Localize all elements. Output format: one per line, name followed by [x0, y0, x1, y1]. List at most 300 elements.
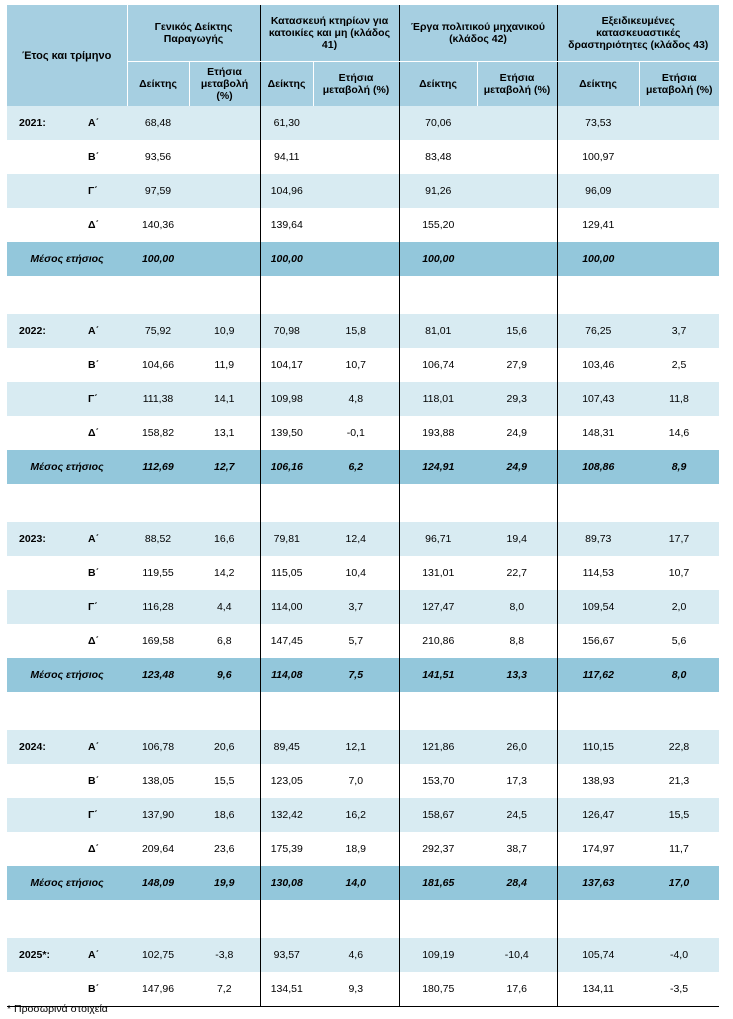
index-value-cell: 126,47: [557, 798, 639, 832]
annual-change-cell: [477, 174, 557, 208]
index-value-cell: 137,90: [127, 798, 189, 832]
index-value-cell: 147,45: [260, 624, 313, 658]
annual-change-cell: 11,7: [639, 832, 719, 866]
annual-change-cell: 4,4: [189, 590, 260, 624]
index-value-cell: 116,28: [127, 590, 189, 624]
index-value-cell: 132,42: [260, 798, 313, 832]
index-value-cell: 108,86: [557, 450, 639, 484]
index-value-cell: 104,17: [260, 348, 313, 382]
row-label: [7, 174, 127, 208]
annual-change-cell: 24,9: [477, 416, 557, 450]
annual-change-cell: 8,0: [477, 590, 557, 624]
index-value-cell: 115,05: [260, 556, 313, 590]
year-label: 2025*:: [19, 949, 50, 961]
annual-change-header: Ετήσια μεταβολή (%): [313, 62, 399, 107]
annual-change-cell: [313, 242, 399, 276]
footnote: * Προσωρινά στοιχεία: [7, 1003, 108, 1015]
index-value-cell: 112,69: [127, 450, 189, 484]
annual-change-cell: 28,4: [477, 866, 557, 900]
annual-change-cell: 22,7: [477, 556, 557, 590]
annual-change-cell: 3,7: [313, 590, 399, 624]
annual-average-row: [7, 450, 719, 484]
quarter-row: [7, 556, 719, 590]
annual-change-cell: 9,6: [189, 658, 260, 692]
index-value-cell: 193,88: [399, 416, 477, 450]
annual-change-cell: 2,5: [639, 348, 719, 382]
index-value-cell: 111,38: [127, 382, 189, 416]
annual-change-cell: 9,3: [313, 972, 399, 1007]
spacer-cell: [260, 900, 313, 938]
quarter-row: [7, 140, 719, 174]
annual-change-cell: 3,7: [639, 314, 719, 348]
index-value-cell: 100,00: [127, 242, 189, 276]
table-header: [7, 5, 719, 106]
index-value-cell: 70,06: [399, 106, 477, 140]
annual-average-label: Μέσος ετήσιος: [7, 866, 127, 900]
annual-change-cell: 16,2: [313, 798, 399, 832]
index-value-cell: 181,65: [399, 866, 477, 900]
annual-change-cell: [189, 208, 260, 242]
annual-change-cell: 11,8: [639, 382, 719, 416]
annual-change-cell: 21,3: [639, 764, 719, 798]
spacer-cell: [189, 484, 260, 522]
annual-change-cell: [313, 106, 399, 140]
row-label: [7, 590, 127, 624]
index-value-cell: 169,58: [127, 624, 189, 658]
annual-change-cell: 4,8: [313, 382, 399, 416]
quarter-label: Δ΄: [88, 843, 100, 855]
index-value-cell: 89,45: [260, 730, 313, 764]
annual-change-header: Ετήσια μεταβολή (%): [477, 62, 557, 107]
index-value-cell: 110,15: [557, 730, 639, 764]
year-quarter-header: Έτος και τρίμηνο: [7, 5, 127, 106]
annual-change-cell: 23,6: [189, 832, 260, 866]
spacer-cell: [260, 276, 313, 314]
annual-change-cell: [189, 106, 260, 140]
annual-change-cell: 13,3: [477, 658, 557, 692]
quarter-row: [7, 832, 719, 866]
index-value-cell: 96,71: [399, 522, 477, 556]
quarter-row: [7, 972, 719, 1007]
index-value-cell: 209,64: [127, 832, 189, 866]
index-value-cell: 70,98: [260, 314, 313, 348]
annual-change-cell: 14,1: [189, 382, 260, 416]
index-value-cell: 138,93: [557, 764, 639, 798]
index-value-cell: 94,11: [260, 140, 313, 174]
index-value-cell: 106,78: [127, 730, 189, 764]
quarter-row: [7, 382, 719, 416]
index-value-cell: 79,81: [260, 522, 313, 556]
annual-change-cell: 6,8: [189, 624, 260, 658]
annual-change-cell: -4,0: [639, 938, 719, 972]
spacer-cell: [189, 276, 260, 314]
index-value-cell: 93,56: [127, 140, 189, 174]
index-value-cell: 153,70: [399, 764, 477, 798]
spacer-cell: [399, 692, 477, 730]
spacer-cell: [7, 692, 127, 730]
row-label: [7, 314, 127, 348]
annual-change-cell: 12,7: [189, 450, 260, 484]
index-value-cell: 61,30: [260, 106, 313, 140]
index-value-cell: 96,09: [557, 174, 639, 208]
index-value-cell: 139,64: [260, 208, 313, 242]
index-value-cell: 148,31: [557, 416, 639, 450]
annual-change-cell: 2,0: [639, 590, 719, 624]
index-value-cell: 88,52: [127, 522, 189, 556]
annual-change-cell: 10,7: [313, 348, 399, 382]
quarter-label: Γ΄: [88, 809, 98, 821]
index-value-cell: 100,00: [557, 242, 639, 276]
index-value-cell: 119,55: [127, 556, 189, 590]
annual-change-cell: 11,9: [189, 348, 260, 382]
quarter-label: Α΄: [88, 533, 100, 545]
index-value-cell: 158,67: [399, 798, 477, 832]
index-value-cell: 131,01: [399, 556, 477, 590]
annual-change-cell: 38,7: [477, 832, 557, 866]
quarter-row: [7, 764, 719, 798]
quarter-label: Α΄: [88, 325, 100, 337]
index-value-cell: 137,63: [557, 866, 639, 900]
annual-change-cell: 14,0: [313, 866, 399, 900]
spacer-cell: [313, 276, 399, 314]
index-value-cell: 123,05: [260, 764, 313, 798]
annual-change-cell: [639, 174, 719, 208]
index-value-cell: 104,96: [260, 174, 313, 208]
index-value-cell: 141,51: [399, 658, 477, 692]
index-value-cell: 148,09: [127, 866, 189, 900]
spacer-cell: [127, 692, 189, 730]
quarter-label: Γ΄: [88, 393, 98, 405]
index-value-cell: 139,50: [260, 416, 313, 450]
quarter-row: [7, 590, 719, 624]
index-value-cell: 127,47: [399, 590, 477, 624]
annual-change-cell: [189, 242, 260, 276]
quarter-row: [7, 208, 719, 242]
spacer-cell: [477, 692, 557, 730]
quarter-row: [7, 314, 719, 348]
quarter-label: Γ΄: [88, 601, 98, 613]
index-value-cell: 89,73: [557, 522, 639, 556]
row-label: [7, 522, 127, 556]
index-value-cell: 210,86: [399, 624, 477, 658]
index-value-cell: 140,36: [127, 208, 189, 242]
annual-change-cell: [477, 140, 557, 174]
row-label: [7, 556, 127, 590]
spacer-cell: [557, 692, 639, 730]
annual-change-cell: 22,8: [639, 730, 719, 764]
annual-change-cell: 19,4: [477, 522, 557, 556]
spacer-cell: [399, 276, 477, 314]
annual-change-cell: 8,0: [639, 658, 719, 692]
row-label: [7, 382, 127, 416]
year-label: 2021:: [19, 117, 46, 129]
index-value-cell: 100,00: [399, 242, 477, 276]
quarter-label: Α΄: [88, 117, 100, 129]
annual-change-cell: 14,2: [189, 556, 260, 590]
annual-change-cell: -0,1: [313, 416, 399, 450]
quarter-row: [7, 522, 719, 556]
spacer-cell: [127, 484, 189, 522]
index-value-cell: 114,00: [260, 590, 313, 624]
spacer-cell: [313, 692, 399, 730]
annual-change-cell: 7,0: [313, 764, 399, 798]
index-value-cell: 117,62: [557, 658, 639, 692]
annual-change-cell: 19,9: [189, 866, 260, 900]
annual-change-header: Ετήσια μεταβολή (%): [639, 62, 719, 107]
quarter-label: Β΄: [88, 983, 100, 995]
annual-average-row: [7, 658, 719, 692]
annual-change-cell: 10,4: [313, 556, 399, 590]
annual-change-cell: -3,5: [639, 972, 719, 1007]
row-label: [7, 624, 127, 658]
annual-change-cell: [639, 242, 719, 276]
annual-change-cell: 20,6: [189, 730, 260, 764]
index-value-cell: 130,08: [260, 866, 313, 900]
annual-average-label: Μέσος ετήσιος: [7, 658, 127, 692]
row-label: [7, 938, 127, 972]
annual-change-cell: 17,3: [477, 764, 557, 798]
quarter-row: [7, 106, 719, 140]
index-value-cell: 83,48: [399, 140, 477, 174]
quarter-row: [7, 624, 719, 658]
annual-change-cell: [639, 140, 719, 174]
spacer-row: [7, 276, 719, 314]
spacer-cell: [260, 692, 313, 730]
annual-change-cell: [189, 140, 260, 174]
spacer-cell: [7, 276, 127, 314]
index-value-cell: 123,48: [127, 658, 189, 692]
annual-average-label: Μέσος ετήσιος: [7, 242, 127, 276]
year-label: 2022:: [19, 325, 46, 337]
index-value-cell: 129,41: [557, 208, 639, 242]
annual-change-cell: 24,9: [477, 450, 557, 484]
spacer-cell: [639, 692, 719, 730]
index-value-cell: 114,53: [557, 556, 639, 590]
quarter-label: Α΄: [88, 949, 100, 961]
annual-change-cell: [189, 174, 260, 208]
row-label: [7, 208, 127, 242]
spacer-cell: [7, 900, 127, 938]
index-value-cell: 91,26: [399, 174, 477, 208]
annual-change-cell: [477, 208, 557, 242]
spacer-row: [7, 692, 719, 730]
annual-change-cell: [313, 174, 399, 208]
row-label: [7, 832, 127, 866]
annual-change-cell: [639, 208, 719, 242]
row-label: [7, 972, 127, 1007]
index-value-cell: 134,51: [260, 972, 313, 1007]
row-label: [7, 348, 127, 382]
index-value-cell: 100,00: [260, 242, 313, 276]
spacer-cell: [639, 276, 719, 314]
index-value-cell: 121,86: [399, 730, 477, 764]
quarter-row: [7, 938, 719, 972]
annual-change-cell: 10,9: [189, 314, 260, 348]
spacer-row: [7, 900, 719, 938]
annual-change-cell: 14,6: [639, 416, 719, 450]
annual-change-cell: -10,4: [477, 938, 557, 972]
quarter-label: Β΄: [88, 567, 100, 579]
spacer-cell: [477, 900, 557, 938]
quarter-label: Γ΄: [88, 185, 98, 197]
annual-change-cell: 15,8: [313, 314, 399, 348]
index-value-cell: 75,92: [127, 314, 189, 348]
spacer-cell: [313, 484, 399, 522]
index-value-cell: 174,97: [557, 832, 639, 866]
annual-average-row: [7, 242, 719, 276]
row-label: [7, 764, 127, 798]
quarter-label: Α΄: [88, 741, 100, 753]
annual-change-cell: 27,9: [477, 348, 557, 382]
index-header: Δείκτης: [557, 62, 639, 107]
index-value-cell: 109,54: [557, 590, 639, 624]
annual-change-cell: 8,9: [639, 450, 719, 484]
index-value-cell: 93,57: [260, 938, 313, 972]
quarter-label: Β΄: [88, 151, 100, 163]
quarter-label: Β΄: [88, 359, 100, 371]
annual-change-cell: 8,8: [477, 624, 557, 658]
row-label: [7, 106, 127, 140]
spacer-cell: [127, 276, 189, 314]
spacer-cell: [477, 276, 557, 314]
annual-change-cell: 7,5: [313, 658, 399, 692]
annual-change-cell: 29,3: [477, 382, 557, 416]
spacer-cell: [260, 484, 313, 522]
index-value-cell: 292,37: [399, 832, 477, 866]
index-value-cell: 76,25: [557, 314, 639, 348]
index-value-cell: 97,59: [127, 174, 189, 208]
index-value-cell: 118,01: [399, 382, 477, 416]
annual-average-row: [7, 866, 719, 900]
year-label: 2023:: [19, 533, 46, 545]
spacer-cell: [399, 484, 477, 522]
row-label: [7, 416, 127, 450]
spacer-row: [7, 484, 719, 522]
index-value-cell: 106,74: [399, 348, 477, 382]
spacer-cell: [477, 484, 557, 522]
index-value-cell: 175,39: [260, 832, 313, 866]
quarter-label: Δ΄: [88, 635, 100, 647]
group-header-buildings: Κατασκευή κτηρίων για κατοικίες και μη (κλάδος 41): [260, 5, 399, 62]
annual-change-cell: [639, 106, 719, 140]
annual-change-cell: 18,9: [313, 832, 399, 866]
index-value-cell: 73,53: [557, 106, 639, 140]
annual-change-cell: 7,2: [189, 972, 260, 1007]
annual-change-cell: 15,5: [639, 798, 719, 832]
annual-change-cell: 5,7: [313, 624, 399, 658]
index-value-cell: 180,75: [399, 972, 477, 1007]
spacer-cell: [189, 692, 260, 730]
annual-change-cell: 10,7: [639, 556, 719, 590]
row-label: [7, 798, 127, 832]
index-value-cell: 114,08: [260, 658, 313, 692]
index-value-cell: 138,05: [127, 764, 189, 798]
annual-change-cell: 17,6: [477, 972, 557, 1007]
annual-change-cell: 5,6: [639, 624, 719, 658]
annual-change-cell: 26,0: [477, 730, 557, 764]
index-value-cell: 155,20: [399, 208, 477, 242]
index-value-cell: 156,67: [557, 624, 639, 658]
spacer-cell: [189, 900, 260, 938]
annual-change-cell: 16,6: [189, 522, 260, 556]
index-value-cell: 109,19: [399, 938, 477, 972]
index-value-cell: 124,91: [399, 450, 477, 484]
annual-change-cell: 4,6: [313, 938, 399, 972]
annual-change-cell: 17,0: [639, 866, 719, 900]
index-value-cell: 103,46: [557, 348, 639, 382]
index-value-cell: 68,48: [127, 106, 189, 140]
index-value-cell: 107,43: [557, 382, 639, 416]
annual-change-header: Ετήσια μεταβολή (%): [189, 62, 260, 107]
spacer-cell: [7, 484, 127, 522]
annual-change-cell: 17,7: [639, 522, 719, 556]
annual-change-cell: 13,1: [189, 416, 260, 450]
spacer-cell: [639, 484, 719, 522]
index-value-cell: 106,16: [260, 450, 313, 484]
annual-change-cell: 24,5: [477, 798, 557, 832]
index-header: Δείκτης: [399, 62, 477, 107]
spacer-cell: [557, 276, 639, 314]
quarter-row: [7, 416, 719, 450]
group-header-general-index: Γενικός Δείκτης Παραγωγής: [127, 5, 260, 62]
quarter-row: [7, 174, 719, 208]
spacer-cell: [399, 900, 477, 938]
annual-change-cell: [313, 208, 399, 242]
index-value-cell: 134,11: [557, 972, 639, 1007]
index-value-cell: 102,75: [127, 938, 189, 972]
index-header: Δείκτης: [260, 62, 313, 107]
annual-change-cell: [477, 242, 557, 276]
annual-change-cell: [477, 106, 557, 140]
table-body: [7, 106, 719, 1007]
year-label: 2024:: [19, 741, 46, 753]
quarter-row: [7, 798, 719, 832]
index-header: Δείκτης: [127, 62, 189, 107]
annual-change-cell: -3,8: [189, 938, 260, 972]
index-value-cell: 100,97: [557, 140, 639, 174]
annual-change-cell: 15,6: [477, 314, 557, 348]
quarter-label: Δ΄: [88, 427, 100, 439]
annual-change-cell: 6,2: [313, 450, 399, 484]
spacer-cell: [639, 900, 719, 938]
spacer-cell: [557, 484, 639, 522]
quarter-row: [7, 730, 719, 764]
index-value-cell: 104,66: [127, 348, 189, 382]
spacer-cell: [127, 900, 189, 938]
spacer-cell: [313, 900, 399, 938]
row-label: [7, 140, 127, 174]
quarter-label: Δ΄: [88, 219, 100, 231]
row-label: [7, 730, 127, 764]
annual-change-cell: 12,4: [313, 522, 399, 556]
index-value-cell: 109,98: [260, 382, 313, 416]
annual-change-cell: 18,6: [189, 798, 260, 832]
annual-change-cell: [313, 140, 399, 174]
index-value-cell: 105,74: [557, 938, 639, 972]
annual-change-cell: 12,1: [313, 730, 399, 764]
index-value-cell: 158,82: [127, 416, 189, 450]
spacer-cell: [557, 900, 639, 938]
production-index-table: [7, 5, 719, 1007]
index-value-cell: 147,96: [127, 972, 189, 1007]
quarter-row: [7, 348, 719, 382]
annual-average-label: Μέσος ετήσιος: [7, 450, 127, 484]
annual-change-cell: 15,5: [189, 764, 260, 798]
group-header-specialised-construction: Εξειδικευμένες κατασκευαστικές δραστηριότητες (κλάδος 43): [557, 5, 719, 62]
index-value-cell: 81,01: [399, 314, 477, 348]
group-header-civil-engineering: Έργα πολιτικού μηχανικού (κλάδος 42): [399, 5, 557, 62]
quarter-label: Β΄: [88, 775, 100, 787]
